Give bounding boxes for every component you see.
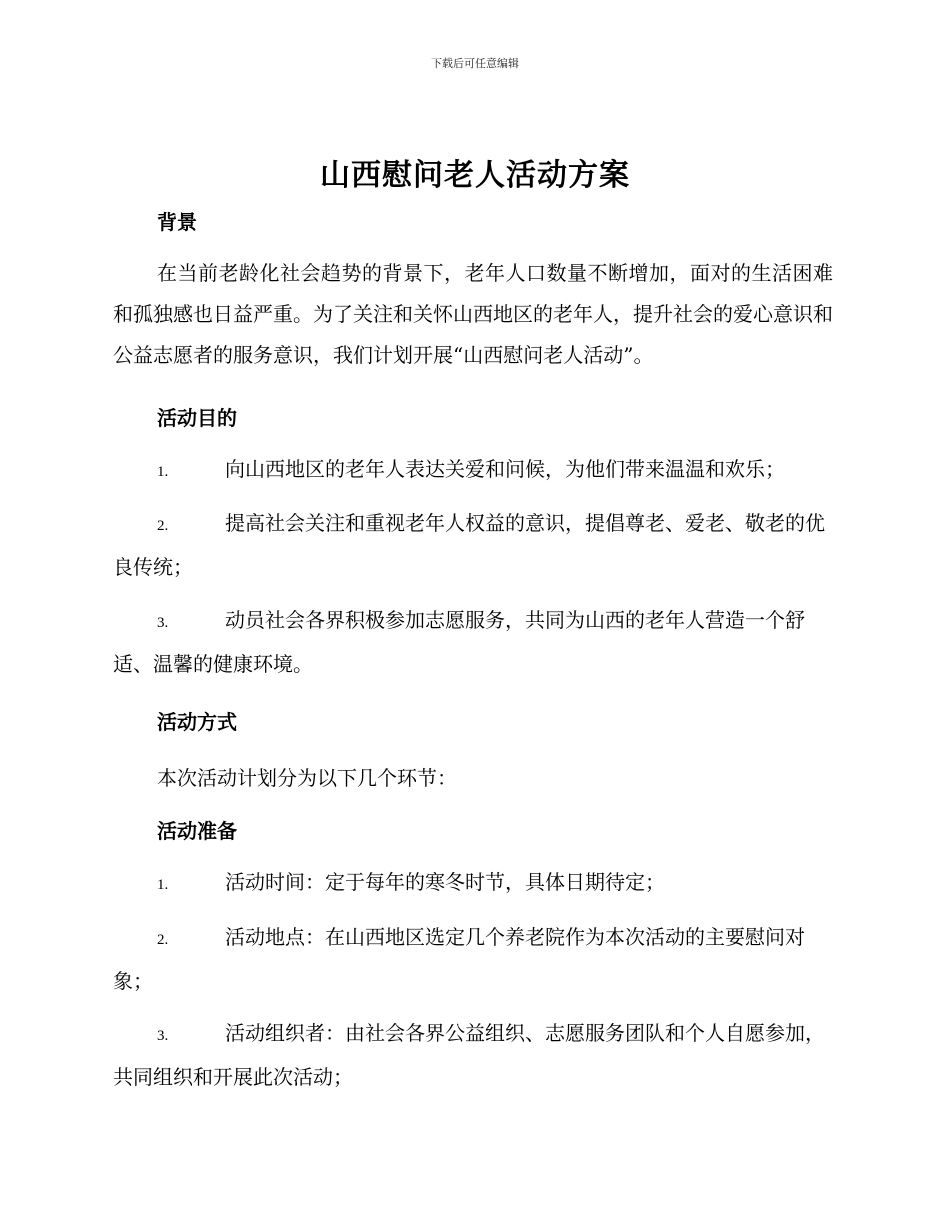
list-item-number: 2. [157, 932, 169, 948]
list-item-text: 动员社会各界积极参加志愿服务，共同为山西的老年人营造一个舒适、温馨的健康环境。 [113, 608, 805, 676]
section-heading-preparation: 活动准备 [157, 819, 237, 843]
method-text: 本次活动计划分为以下几个环节： [157, 766, 457, 790]
section-heading-purpose: 活动目的 [157, 406, 237, 430]
background-text: 在当前老龄化社会趋势的背景下，老年人口数量不断增加，面对的生活困难和孤独感也日益严重。为了关注和关怀山西地区的老年人，提升社会的爱心意识和公益志愿者的服务意识，我们计划开展“山西慰问老人活动”。 [113, 261, 833, 367]
list-item-text: 向山西地区的老年人表达关爱和问候，为他们带来温温和欢乐； [225, 457, 785, 481]
list-item-number: 1. [157, 464, 169, 480]
list-item-text: 活动时间：定于每年的寒冬时节，具体日期待定； [225, 870, 665, 894]
list-item-text: 活动地点：在山西地区选定几个养老院作为本次活动的主要慰问对象； [113, 925, 805, 993]
list-item [113, 917, 833, 1002]
list-item [113, 862, 833, 906]
list-item [113, 1013, 833, 1098]
list-item [113, 600, 833, 685]
list-item-number: 1. [157, 877, 169, 893]
section-heading-method: 活动方式 [157, 710, 237, 734]
section-heading-background: 背景 [157, 210, 197, 234]
list-item-number: 3. [157, 615, 169, 631]
header-note: 下载后可任意编辑 [431, 57, 519, 70]
list-item [113, 449, 833, 493]
list-item-number: 2. [157, 518, 169, 534]
list-item-text: 活动组织者：由社会各界公益组织、志愿服务团队和个人自愿参加，共同组织和开展此次活动； [113, 1021, 825, 1089]
list-item [113, 503, 833, 588]
background-paragraph [113, 253, 833, 376]
document-title: 山西慰问老人活动方案 [320, 158, 630, 193]
list-item-text: 提高社会关注和重视老年人权益的意识，提倡尊老、爱老、敬老的优良传统； [113, 511, 825, 579]
list-item-number: 3. [157, 1028, 169, 1044]
